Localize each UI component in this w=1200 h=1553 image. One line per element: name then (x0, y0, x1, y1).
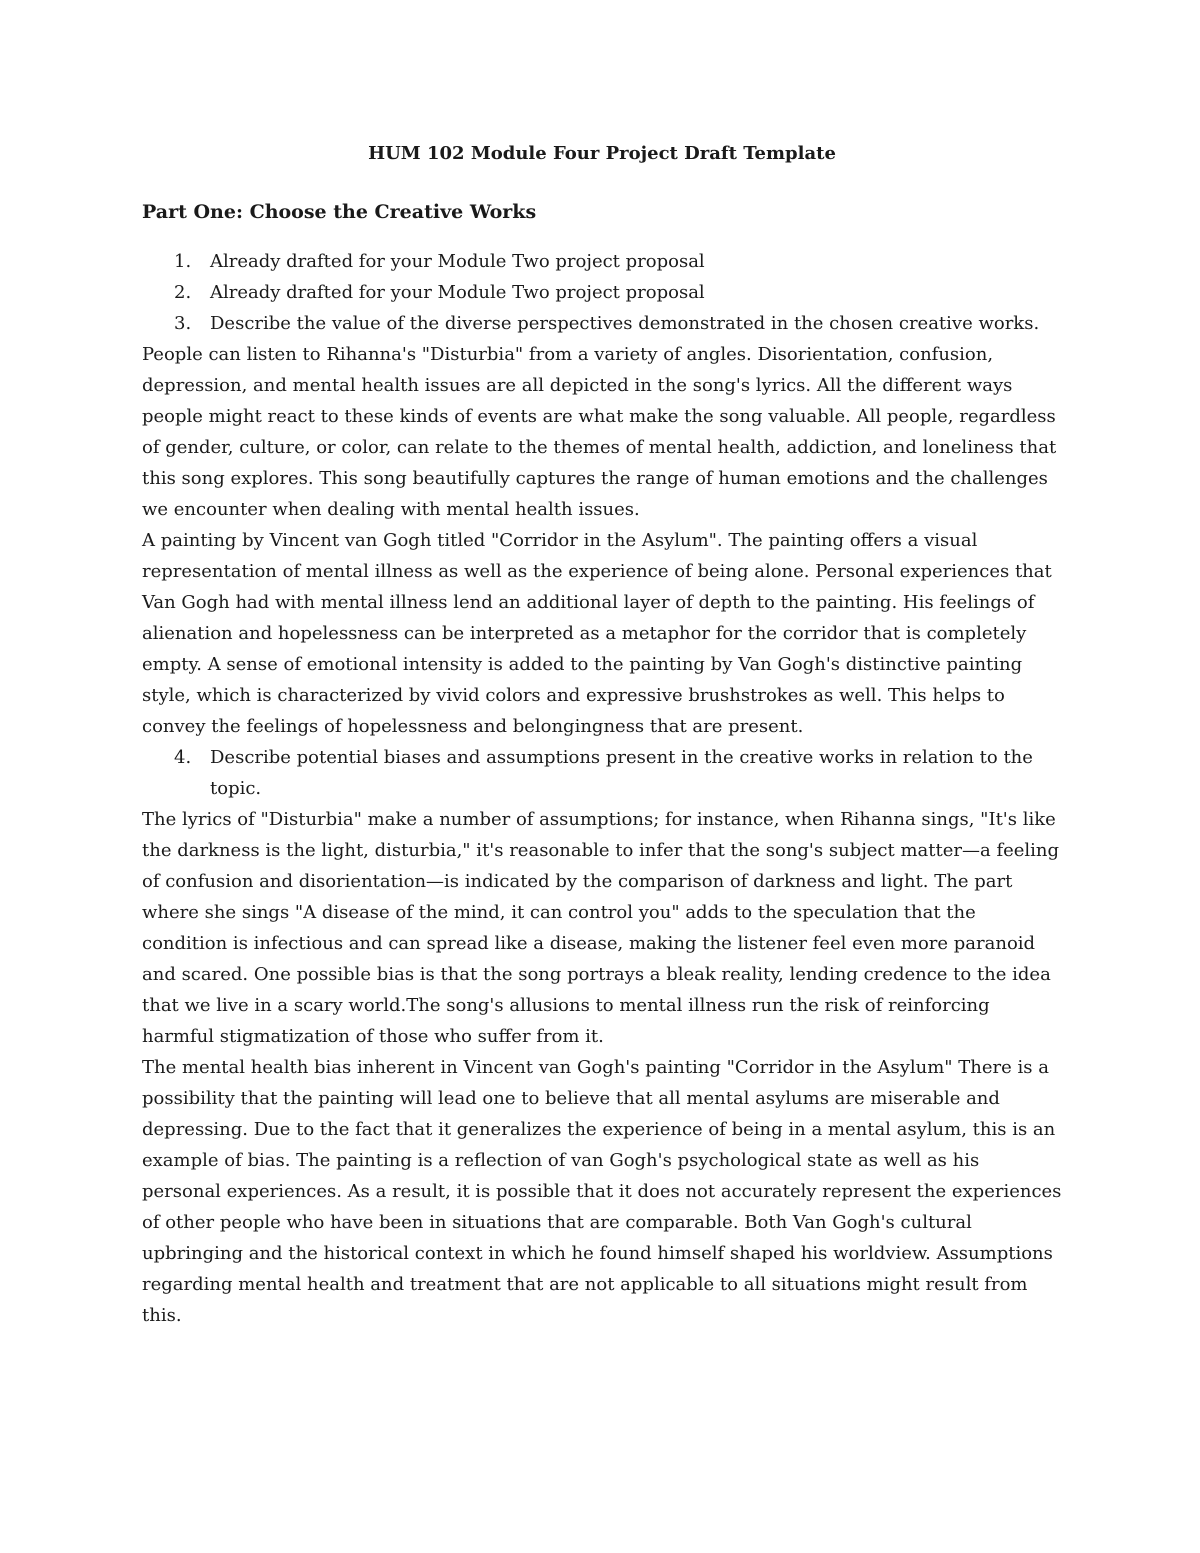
part-one-heading: Part One: Choose the Creative Works (142, 201, 537, 223)
list-item-text: Describe potential biases and assumptions present in the creative works in relation to the topic. (210, 747, 1033, 799)
response-paragraph-van-gogh-biases: The mental health bias inherent in Vincent van Gogh's painting "Corridor in the Asylum" There is a possibility that the painting will lead one to believe that all mental asylums are miserable and depressing. Due to the fact that it generalizes the experience of being in a mental asylum, this is an example of bias. The painting is a reflection of van Gogh's psychological state as well as his personal experiences. As a result, it is possible that it does not accurately represent the experiences of other people who have been in situations that are comparable. Both Van Gogh's cultural upbringing and the historical context in which he found himself shaped his worldview. Assumptions regarding mental health and treatment that are not applicable to all situations might result from this. (142, 1057, 1062, 1326)
list-item-number: 4. (174, 747, 192, 768)
prompt-list (142, 742, 1062, 804)
response-paragraph-disturbia-perspectives: People can listen to Rihanna's "Disturbia" from a variety of angles. Disorientation, confusion, depression, and mental health issues are all depicted in the song's lyrics. All the different ways people might react to these kinds of events are what make the song valuable. All people, regardless of gender, culture, or color, can relate to the themes of mental health, addiction, and loneliness that this song explores. This song beautifully captures the range of human emotions and the challenges we encounter when dealing with mental health issues. (142, 344, 1057, 520)
list-item (142, 246, 1062, 277)
list-item-text: Already drafted for your Module Two project proposal (210, 282, 705, 303)
list-item (142, 277, 1062, 308)
list-item-number: 3. (174, 313, 192, 334)
response-paragraph-van-gogh-perspectives: A painting by Vincent van Gogh titled "Corridor in the Asylum". The painting offers a visual representation of mental illness as well as the experience of being alone. Personal experiences that Van Gogh had with mental illness lend an additional layer of depth to the painting. His feelings of alienation and hopelessness can be interpreted as a metaphor for the corridor that is completely empty. A sense of emotional intensity is added to the painting by Van Gogh's distinctive painting style, which is characterized by vivid colors and expressive brushstrokes as well. This helps to convey the feelings of hopelessness and belongingness that are present. (142, 530, 1052, 737)
document-title: HUM 102 Module Four Project Draft Template (368, 143, 836, 164)
list-item (142, 742, 1062, 804)
list-item (142, 308, 1062, 339)
list-item-number: 2. (174, 282, 192, 303)
list-item-text: Describe the value of the diverse perspectives demonstrated in the chosen creative works. (210, 313, 1040, 334)
list-item-text: Already drafted for your Module Two project proposal (210, 251, 705, 272)
prompt-list (142, 246, 1062, 339)
document-body (142, 140, 1062, 1331)
list-item-number: 1. (174, 251, 192, 272)
response-paragraph-disturbia-biases: The lyrics of "Disturbia" make a number of assumptions; for instance, when Rihanna sings, "It's like the darkness is the light, disturbia," it's reasonable to infer that the song's subject matter—a feeling of confusion and disorientation—is indicated by the comparison of darkness and light. The part where she sings "A disease of the mind, it can control you" adds to the speculation that the condition is infectious and can spread like a disease, making the listener feel even more paranoid and scared. One possible bias is that the song portrays a bleak reality, lending credence to the idea that we live in a scary world.The song's allusions to mental illness run the risk of reinforcing harmful stigmatization of those who suffer from it. (142, 809, 1060, 1047)
